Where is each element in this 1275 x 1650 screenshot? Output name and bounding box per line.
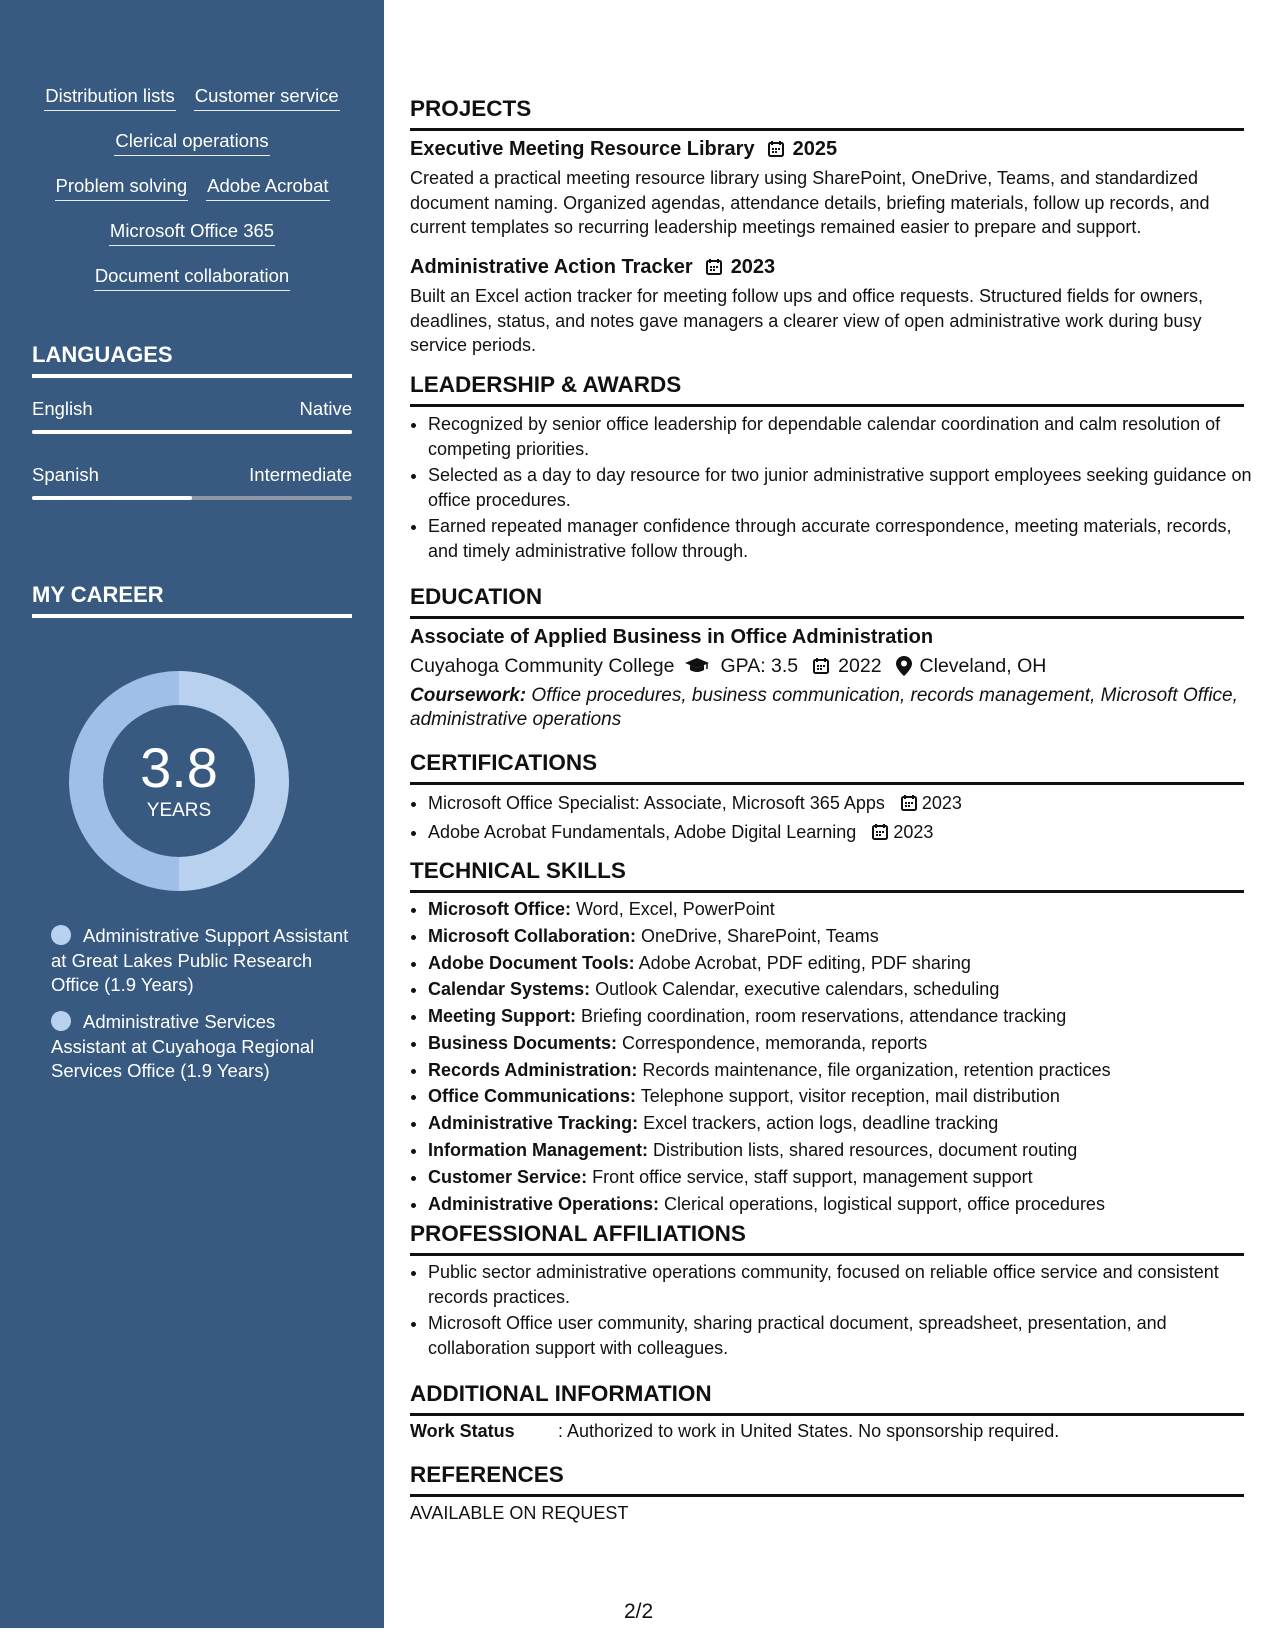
language-spanish: [32, 464, 352, 500]
list-item: [428, 1031, 1262, 1057]
list-item: [428, 924, 1262, 950]
list-item: [428, 977, 1262, 1003]
project-description: Built an Excel action tracker for meeting follow ups and office requests. Structured fields for owners, deadlines, status, and notes gave managers a clearer view of open administrative work during busy service periods.: [410, 286, 1204, 355]
coursework: [410, 684, 1244, 732]
skill-label: Office Communications:: [428, 1086, 637, 1107]
affiliations-list: [410, 1260, 1262, 1362]
certification-name: Microsoft Office Specialist: Associate, Microsoft 365 Apps: [428, 793, 885, 813]
language-bar-fill: [32, 496, 192, 500]
education-entry: [410, 624, 1244, 732]
skill-value: Outlook Calendar, executive calendars, scheduling: [590, 979, 1000, 1000]
degree-title: Associate of Applied Business in Office Administration: [410, 625, 934, 648]
skill-value: Excel trackers, action logs, deadline tracking: [638, 1113, 999, 1134]
certification-name: Adobe Acrobat Fundamentals, Adobe Digital Learning: [428, 822, 857, 842]
skill-tag: Adobe Acrobat: [206, 174, 329, 201]
certifications-heading: CERTIFICATIONS: [410, 750, 1244, 785]
career-years-value: 3.8: [140, 736, 218, 799]
project-title: Executive Meeting Resource Library: [410, 137, 755, 160]
skill-label: Administrative Tracking:: [428, 1113, 639, 1134]
list-item: • Earned repeated manager confidence through accurate correspondence, meeting materials, records, and timely administrative follow through.: [428, 514, 1262, 563]
career-years-unit: YEARS: [146, 800, 212, 821]
language-name: English: [32, 398, 93, 419]
education-heading: EDUCATION: [410, 584, 1244, 619]
career-item: [51, 924, 351, 998]
list-item: [428, 1084, 1262, 1110]
language-bar-fill: [32, 430, 352, 434]
skill-tag: Clerical operations: [114, 129, 269, 156]
career-item: [51, 1010, 351, 1084]
languages-heading: LANGUAGES: [32, 342, 352, 378]
list-item: • Recognized by senior office leadership for dependable calendar coordination and calm resolution of competing priorities.: [428, 412, 1262, 461]
bullet-dot-icon: [51, 1011, 71, 1031]
skill-value: Briefing coordination, room reservations, attendance tracking: [575, 1006, 1067, 1027]
language-bar: [32, 496, 352, 500]
project-description: Created a practical meeting resource library using SharePoint, OneDrive, Teams, and standardized document naming. Organized agendas, attendance details, briefing materials, follow up records, and current templates so recurring leadership meetings remained easier to prepare and support.: [410, 168, 1210, 237]
leadership-heading: LEADERSHIP & AWARDS: [410, 372, 1244, 407]
skill-label: Microsoft Collaboration:: [428, 925, 636, 946]
skill-value: Correspondence, memoranda, reports: [617, 1032, 928, 1053]
career-donut: [66, 668, 292, 894]
skill-value: Distribution lists, shared resources, document routing: [648, 1140, 1078, 1161]
page-number: 2/2: [624, 1600, 654, 1623]
list-item: [428, 1111, 1262, 1137]
skill-tag: Problem solving: [55, 174, 189, 201]
list-item: • Microsoft Office user community, sharing practical document, spreadsheet, presentation, and collaboration support with colleagues.: [428, 1311, 1262, 1360]
language-level: Native: [299, 398, 352, 419]
skill-label: Information Management:: [428, 1140, 649, 1161]
leadership-list: [410, 412, 1262, 565]
skill-value: OneDrive, SharePoint, Teams: [636, 925, 879, 946]
list-item: [428, 1004, 1262, 1030]
calendar-icon: [705, 258, 723, 276]
career-item-text: Administrative Services Assistant at Cuyahoga Regional Services Office (1.9 Years): [51, 1011, 315, 1081]
references-heading: REFERENCES: [410, 1462, 1244, 1497]
additional-info-heading: ADDITIONAL INFORMATION: [410, 1381, 1244, 1416]
list-item: [428, 1058, 1262, 1084]
skill-value: Word, Excel, PowerPoint: [571, 899, 775, 919]
career-heading: MY CAREER: [32, 582, 352, 618]
references-text: AVAILABLE ON REQUEST: [410, 1503, 629, 1523]
tag-row: [20, 174, 364, 219]
language-name: Spanish: [32, 464, 99, 485]
skill-label: Administrative Operations:: [428, 1193, 660, 1214]
school-name: Cuyahoga Community College: [410, 654, 675, 677]
technical-skills-list: [410, 897, 1262, 1218]
list-item: [428, 897, 1262, 923]
skill-value: Records maintenance, file organization, retention practices: [637, 1059, 1111, 1080]
certifications-list: [410, 790, 1262, 848]
list-item: [428, 790, 1262, 817]
affiliations-heading: PROFESSIONAL AFFILIATIONS: [410, 1221, 1244, 1256]
list-item: [428, 819, 1262, 846]
list-item: • Selected as a day to day resource for two junior administrative support employees seeking guidance on office procedures.: [428, 463, 1262, 512]
tag-row: [20, 129, 364, 174]
list-item: • Public sector administrative operations community, focused on reliable office service and consistent records practices.: [428, 1260, 1262, 1309]
project-item: [410, 136, 1244, 240]
language-bar: [32, 430, 352, 434]
tag-row: [20, 264, 364, 309]
list-item: [428, 1192, 1262, 1218]
skill-label: Customer Service:: [428, 1166, 588, 1187]
sidebar: [0, 0, 384, 1628]
skill-value: Front office service, staff support, management support: [587, 1166, 1033, 1187]
language-level: Intermediate: [249, 464, 352, 485]
language-english: [32, 398, 352, 434]
skill-label: Calendar Systems:: [428, 979, 591, 1000]
tag-row: [20, 219, 364, 264]
skill-tag: Customer service: [194, 84, 340, 111]
skill-label: Meeting Support:: [428, 1006, 576, 1027]
work-status-row: [410, 1421, 1244, 1442]
list-item: [428, 951, 1262, 977]
projects-heading: PROJECTS: [410, 96, 1244, 131]
list-item: [428, 1138, 1262, 1164]
tag-row: [20, 84, 364, 129]
skill-label: Business Documents:: [428, 1032, 618, 1053]
coursework-label: Coursework:: [410, 685, 527, 706]
technical-skills-heading: TECHNICAL SKILLS: [410, 858, 1244, 893]
gpa: GPA: 3.5: [720, 654, 799, 677]
skill-tag: Microsoft Office 365: [109, 219, 275, 246]
coursework-text: Office procedures, business communication, records management, Microsoft Office, administrative operations: [410, 685, 1238, 730]
calendar-icon: [871, 823, 889, 841]
project-year: 2025: [792, 137, 838, 160]
list-item: [428, 1165, 1262, 1191]
skill-label: Microsoft Office:: [428, 899, 572, 919]
project-year: 2023: [730, 255, 776, 278]
project-title: Administrative Action Tracker: [410, 255, 693, 278]
calendar-icon: [900, 794, 918, 812]
skill-label: Adobe Document Tools:: [428, 952, 635, 973]
bullet-dot-icon: [51, 925, 71, 945]
skill-label: Records Administration:: [428, 1059, 638, 1080]
skill-value: Telephone support, visitor reception, mail distribution: [636, 1086, 1060, 1107]
skill-tags: [20, 84, 364, 309]
school-location: Cleveland, OH: [919, 654, 1047, 677]
work-status-value: : Authorized to work in United States. No sponsorship required.: [558, 1421, 1060, 1441]
career-item-text: Administrative Support Assistant at Great Lakes Public Research Office (1.9 Years): [51, 925, 349, 995]
skill-value: Adobe Acrobat, PDF editing, PDF sharing: [634, 952, 971, 973]
calendar-icon: [812, 657, 830, 675]
certification-year: 2023: [921, 793, 962, 813]
work-status-label: Work Status: [410, 1421, 515, 1441]
project-item: [410, 254, 1244, 358]
calendar-icon: [767, 140, 785, 158]
graduation-year: 2022: [838, 654, 882, 677]
location-pin-icon: [896, 656, 912, 676]
skill-value: Clerical operations, logistical support, office procedures: [659, 1193, 1105, 1214]
skill-tag: Distribution lists: [44, 84, 176, 111]
skill-tag: Document collaboration: [94, 264, 290, 291]
certification-year: 2023: [893, 822, 934, 842]
graduation-cap-icon: [684, 657, 710, 675]
